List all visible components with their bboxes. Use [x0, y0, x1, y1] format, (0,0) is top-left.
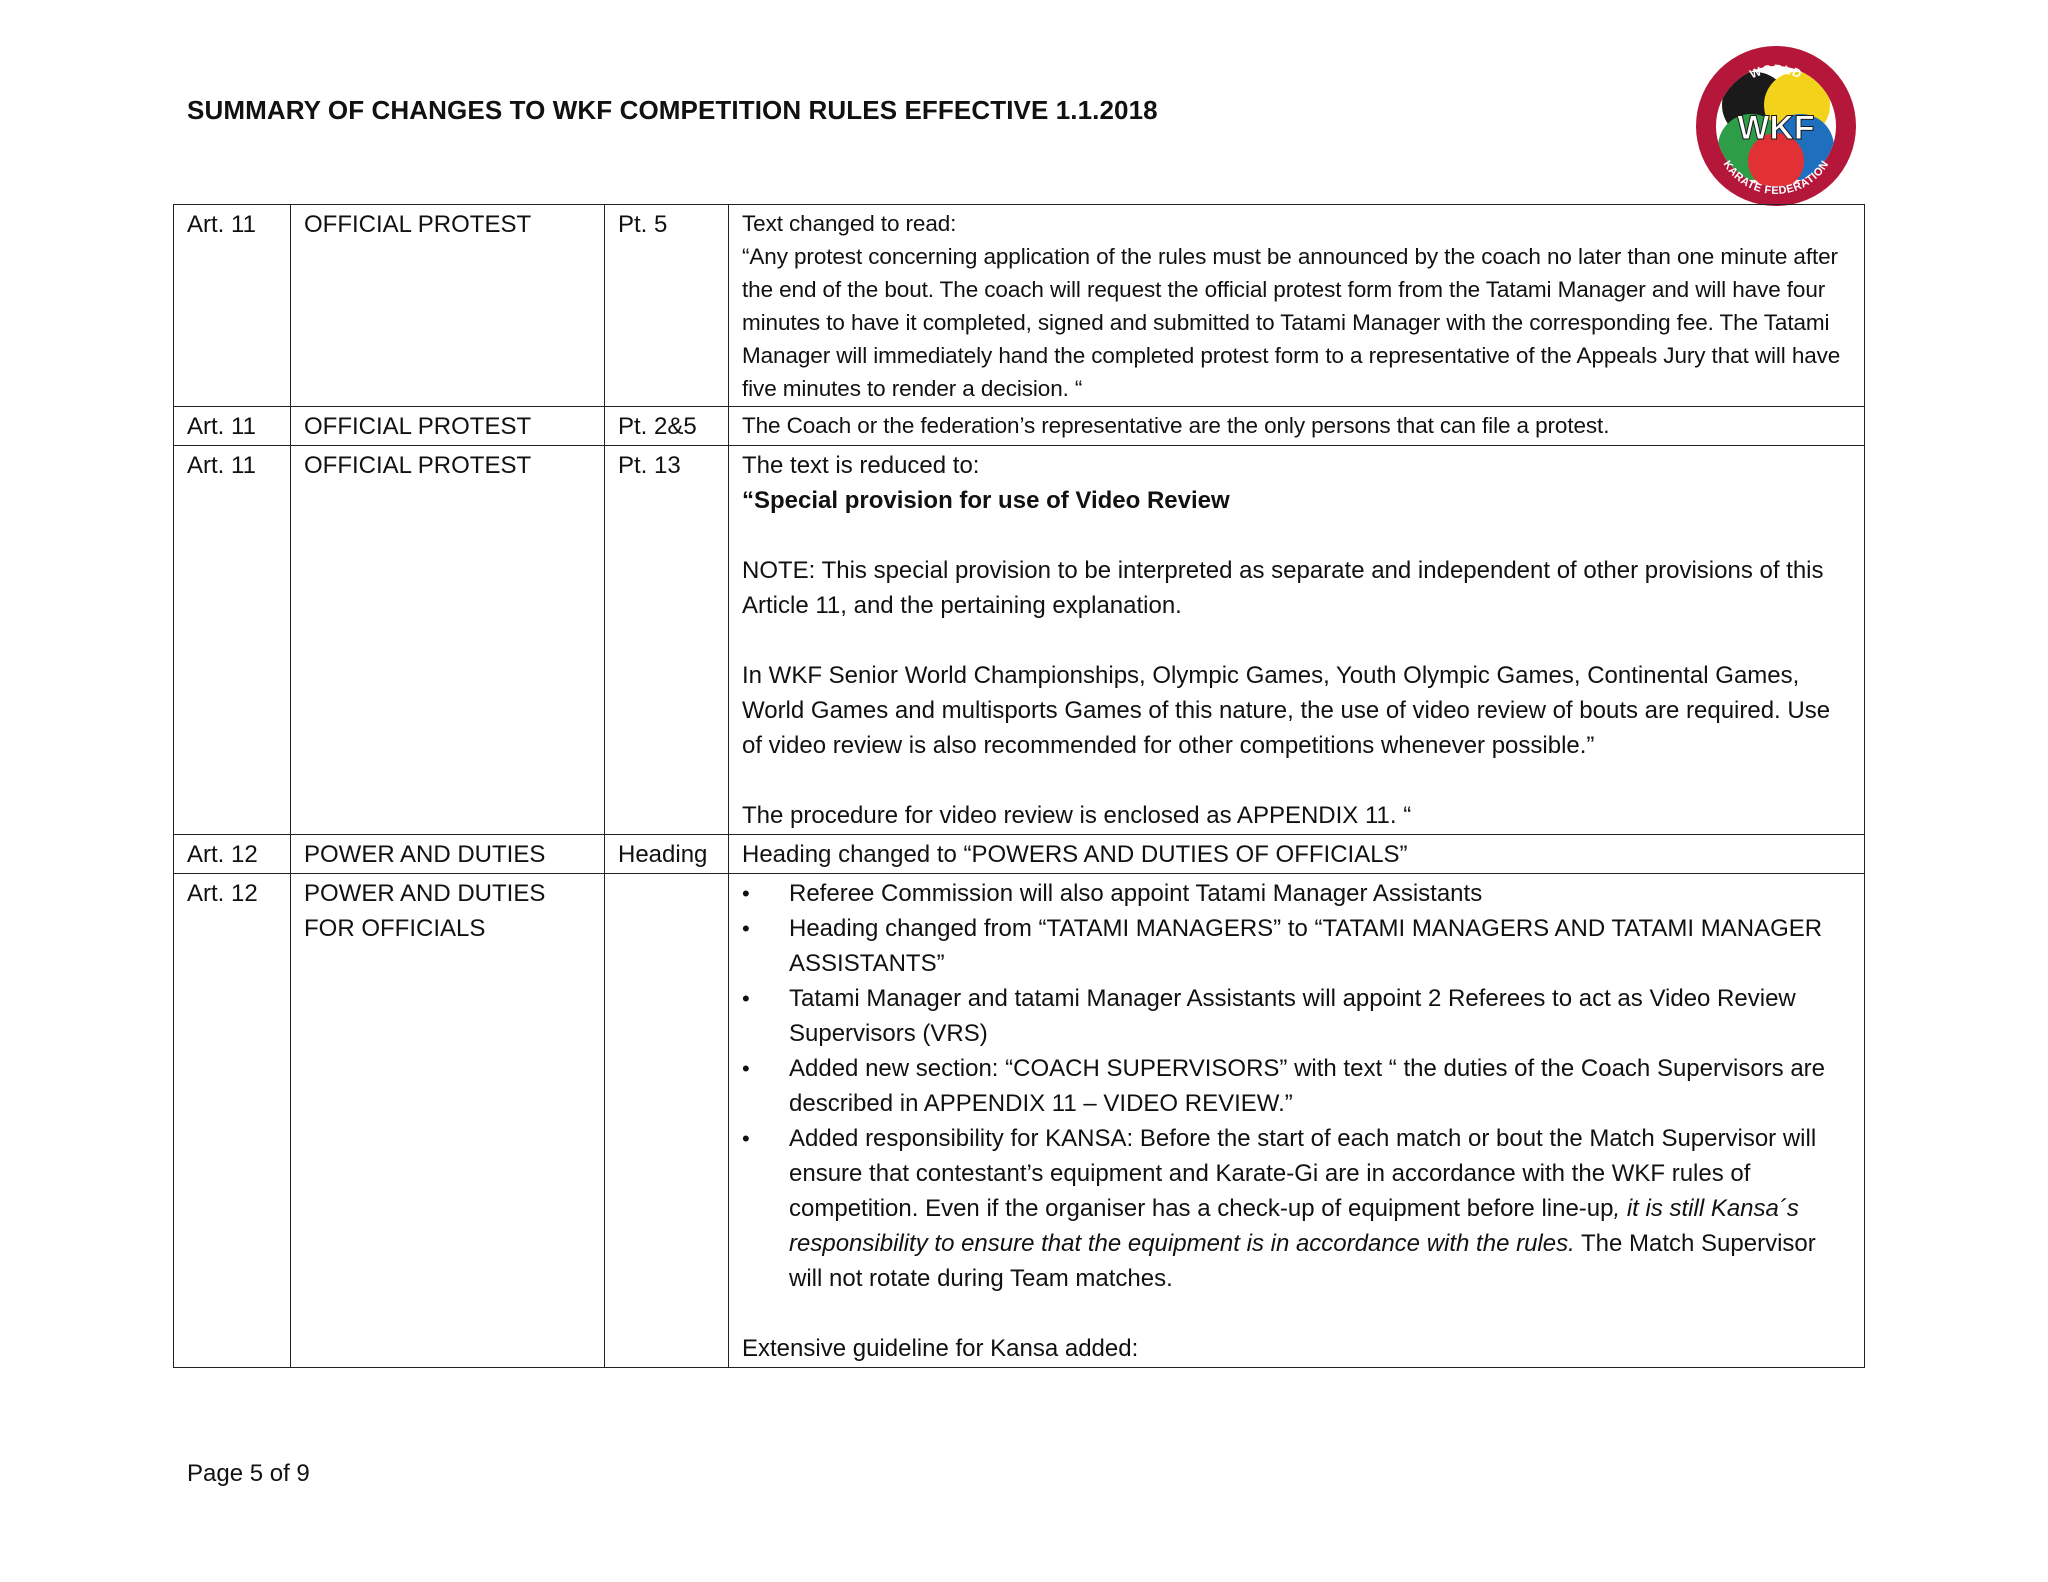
list-item: • Heading changed from “TATAMI MANAGERS” to “TATAMI MANAGERS AND TATAMI MANAGER ASSISTANTS” — [742, 911, 1852, 981]
point-cell: Pt. 13 — [605, 446, 729, 835]
bullet-icon: • — [742, 1056, 750, 1081]
logo-bottom-text: KARATE FEDERATION — [1720, 158, 1832, 198]
change-cell — [729, 874, 1865, 1368]
kansa-text-italic: , it is still Kansa´s responsibility to ensure that the equipment is in accordance with the rules. — [789, 1195, 1799, 1257]
change-intro: The text is reduced to: — [742, 452, 980, 479]
table-row — [174, 874, 1865, 1368]
article-cell: Art. 11 — [174, 407, 291, 446]
change-note: NOTE: This special provision to be interpreted as separate and independent of other provisions of this Article 11, and the pertaining explanation. — [742, 557, 1824, 619]
list-item: • Referee Commission will also appoint Tatami Manager Assistants — [742, 876, 1852, 911]
rules-changes-table — [173, 204, 1865, 1368]
document-title: SUMMARY OF CHANGES TO WKF COMPETITION RULES EFFECTIVE 1.1.2018 — [187, 95, 1158, 125]
kansa-text-start: Added responsibility for KANSA: Before the start of each match or bout the Match Supervisor will ensure that contestant’s equipment and Karate-Gi are in accordance with the WKF rules of competition. Even if the organiser has a check-up of equipment before line-up — [789, 1125, 1817, 1222]
change-bold-heading: “Special provision for use of Video Review — [742, 487, 1230, 514]
kansa-text-end: The Match Supervisor will not rotate during Team matches. — [789, 1230, 1816, 1292]
logo-wkf-text: WKF — [1737, 109, 1815, 147]
title-cell: OFFICIAL PROTEST — [291, 407, 605, 446]
bullet-icon: • — [742, 881, 750, 906]
change-closing: The procedure for video review is enclosed as APPENDIX 11. “ — [742, 802, 1412, 829]
title-cell: OFFICIAL PROTEST — [291, 205, 605, 407]
bullet-icon: • — [742, 986, 750, 1011]
table-row — [174, 835, 1865, 874]
point-cell: Pt. 2&5 — [605, 407, 729, 446]
article-cell: Art. 12 — [174, 835, 291, 874]
change-body: In WKF Senior World Championships, Olympic Games, Youth Olympic Games, Continental Games, World Games and multisports Games of this nature, the use of video review of bouts are required. Use of video review is also recommended for other competitions whenever possible.” — [742, 662, 1831, 759]
change-bullet-list — [742, 876, 1852, 1296]
change-cell — [729, 205, 1865, 407]
title-cell: POWER AND DUTIES — [291, 835, 605, 874]
point-cell: Pt. 5 — [605, 205, 729, 407]
change-cell — [729, 446, 1865, 835]
point-cell — [605, 874, 729, 1368]
bullet-icon: • — [742, 1126, 750, 1151]
point-cell: Heading — [605, 835, 729, 874]
title-cell: OFFICIAL PROTEST — [291, 446, 605, 835]
change-intro: Text changed to read: — [742, 211, 957, 236]
list-item — [742, 1121, 1852, 1296]
change-quote: “Any protest concerning application of the rules must be announced by the coach no later than one minute after the end of the bout. The coach will request the official protest form from the Tatami Manager and will have four minutes to have it completed, signed and submitted to Tatami Manager with the corresponding fee. The Tatami Manager will immediately hand the completed protest form to a representative of the Appeals Jury that will have five minutes to render a decision. “ — [742, 244, 1841, 401]
bullet-icon: • — [742, 916, 750, 941]
logo-top-text: WORLD — [1747, 61, 1805, 82]
list-item: • Tatami Manager and tatami Manager Assistants will appoint 2 Referees to act as Video Review Supervisors (VRS) — [742, 981, 1852, 1051]
title-cell: POWER AND DUTIES FOR OFFICIALS — [291, 874, 605, 1368]
change-cell: The Coach or the federation’s representative are the only persons that can file a protest. — [729, 407, 1865, 446]
article-cell: Art. 11 — [174, 446, 291, 835]
change-closing: Extensive guideline for Kansa added: — [742, 1335, 1139, 1362]
wkf-logo — [1693, 43, 1859, 209]
change-cell: Heading changed to “POWERS AND DUTIES OF OFFICIALS” — [729, 835, 1865, 874]
table-row — [174, 446, 1865, 835]
article-cell: Art. 11 — [174, 205, 291, 407]
article-cell: Art. 12 — [174, 874, 291, 1368]
page-number: Page 5 of 9 — [187, 1460, 310, 1487]
table-row — [174, 407, 1865, 446]
list-item: • Added new section: “COACH SUPERVISORS” with text “ the duties of the Coach Supervisors are described in APPENDIX 11 – VIDEO REVIEW.” — [742, 1051, 1852, 1121]
table-row — [174, 205, 1865, 407]
